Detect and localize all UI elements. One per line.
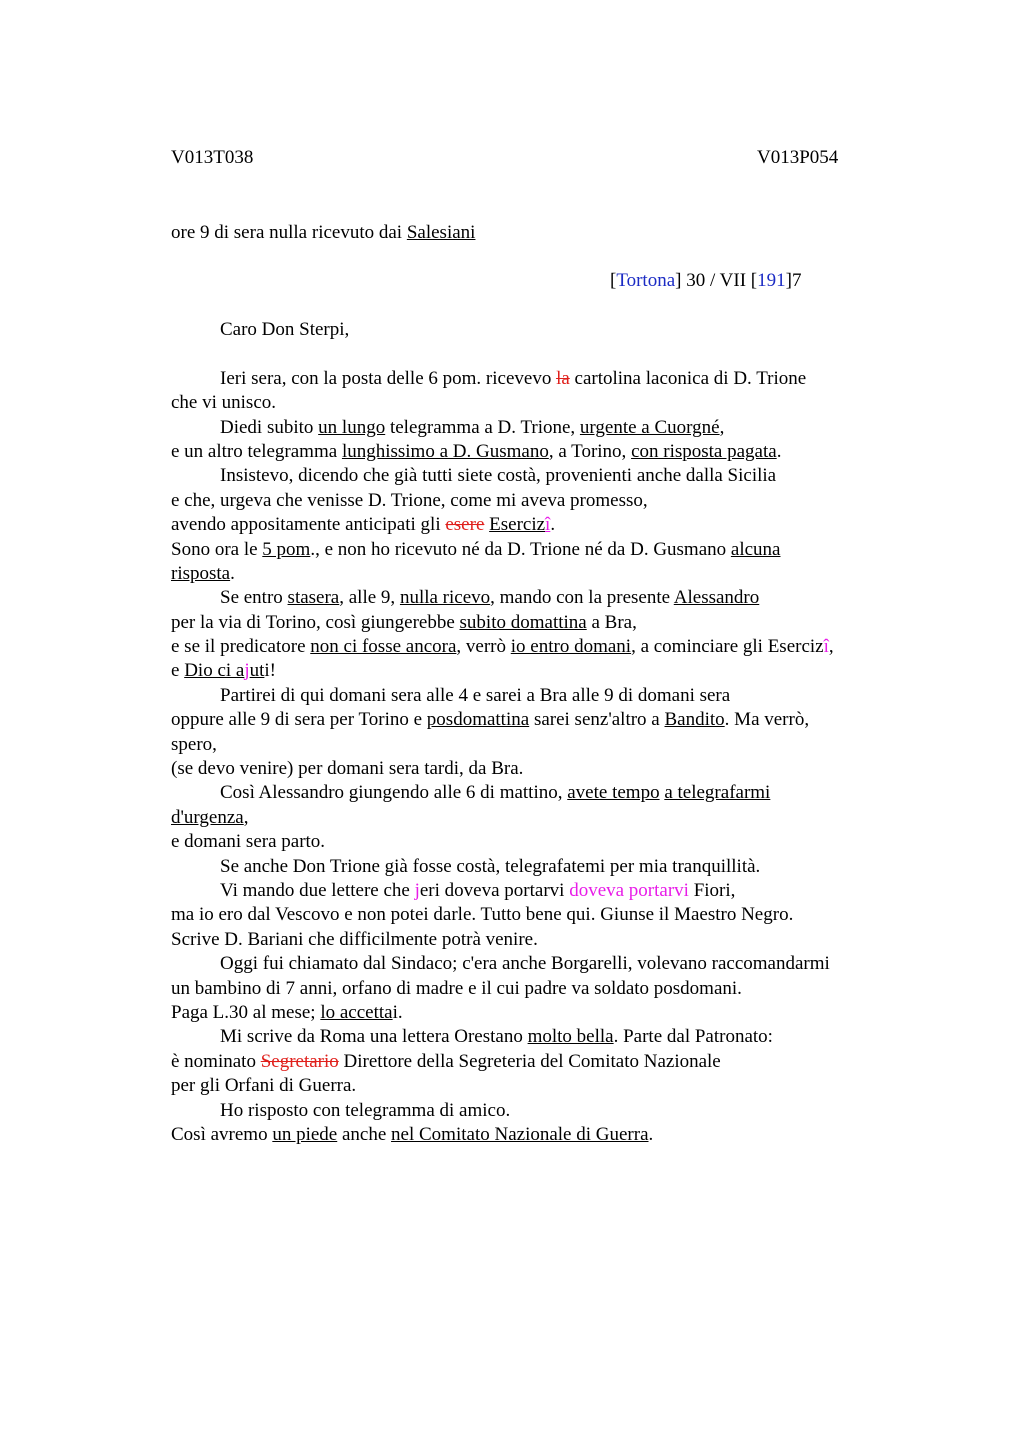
line-text: ma io ero dal Vescovo e non potei darle. Tutto bene qui. Giunse il Maestro Negro. [171,904,794,926]
line-text: telegramma a D. Trione, [385,416,580,438]
letter-line [171,1025,911,1049]
letter-line [171,952,911,976]
line-text: Così Alessandro giungendo alle 6 di mattino, [220,782,568,804]
line-text: Paga L.30 al mese; [171,1001,321,1023]
letter-line [171,757,911,781]
line-text: e [171,660,185,682]
line-text: per gli Orfani di Guerra. [171,1075,357,1097]
line-text: Fiori, [688,879,736,901]
letter-line [171,367,911,391]
underlined-text: un piede [272,1123,338,1145]
inserted-text: doveva portarvi [569,879,689,901]
line-text: e che, urgeva che venisse D. Trione, come mi aveva promesso, [171,489,648,511]
underlined-text: lunghissimo a D. Gusmano [341,440,549,462]
letter-line [171,1123,911,1147]
underlined-text: nel Comitato Nazionale di Guerra [391,1123,649,1145]
deleted-text: Segretario [260,1050,339,1072]
dateline-year-part: 191 [757,270,786,291]
underlined-text: a telegrafarmi [664,782,771,804]
dateline-date: ] 30 / VII [ [675,270,758,291]
spacer [171,342,911,366]
letter-line [171,1001,911,1025]
underlined-text: posdomattina [426,709,530,731]
underlined-text: Dio ci a [184,660,245,682]
letter-line [171,855,911,879]
letter-line [171,489,911,513]
dateline [610,269,801,293]
line-text: anche [337,1123,392,1145]
letter-body [171,318,911,1147]
letter-line [171,684,911,708]
line-text: i. [392,1001,403,1023]
line-text: Se anche Don Trione già fosse costà, telegrafatemi per mia tranquillità. [220,855,761,877]
line-text: un bambino di 7 anni, orfano di madre e il cui padre va soldato posdomani. [171,977,742,999]
letter-line [171,781,911,805]
line-text: . [776,440,782,462]
underlined-text: molto bella [527,1026,614,1048]
letter-line [171,1050,911,1074]
underlined-text: 5 pom [262,538,311,560]
line-text: . Ma verrò, [724,709,810,731]
line-text: ., e non ho ricevuto né da D. Trione né da D. Gusmano [310,538,731,560]
underlined-text: d'urgenza [171,806,244,828]
line-text: Diedi subito [220,416,319,438]
line-text: . [550,514,556,536]
document-code-left: V013T038 [171,147,254,168]
line-text: , [828,636,834,658]
line-text: i! [264,660,277,682]
letter-line [171,659,911,683]
line-text: Direttore della Segreteria del Comitato Nazionale [338,1050,721,1072]
letter-line [171,635,911,659]
line-text: Vi mando due lettere che [220,879,415,901]
letter-line [171,562,911,586]
letter-line [171,440,911,464]
letter-line [171,928,911,952]
line-text: . [230,562,235,584]
line-text: Sono ora le [171,538,263,560]
underlined-text: stasera [287,587,340,609]
letter-line [171,830,911,854]
line-text: oppure alle 9 di sera per Torino e [171,709,427,731]
line-text: Insistevo, dicendo che già tutti siete costà, provenienti anche dalla Sicilia [220,465,777,487]
line-text: . [648,1123,654,1145]
line-text: , alle 9, [339,587,400,609]
inserted-text: î [545,514,551,536]
letter-line [171,806,911,830]
underlined-text: nulla ricevo [399,587,491,609]
line-text: Ieri sera, con la posta delle 6 pom. ricevevo [220,367,557,389]
letter-line [171,416,911,440]
underlined-text: un lungo [318,416,386,438]
margin-note [171,221,475,245]
margin-note-underlined: Salesiani [406,222,476,243]
letter-line [171,708,911,732]
margin-note-text: ore 9 di sera nulla ricevuto dai [171,222,407,243]
underlined-text: non ci fosse ancora [310,636,457,658]
letter-line [171,586,911,610]
inserted-text: î [823,636,829,658]
underlined-text: risposta [171,562,231,584]
underlined-text: avete tempo [567,782,660,804]
line-text: Ho risposto con telegramma di amico. [220,1099,511,1121]
line-text: e se il predicatore [171,636,311,658]
deleted-text: esere [445,514,485,536]
line-text: Se entro [220,587,288,609]
deleted-text: la [556,367,570,389]
underlined-text: urgente a Cuorgné [579,416,720,438]
dateline-place: Tortona [616,270,676,291]
line-text: , a Torino, [548,440,632,462]
line-text: sarei senz'altro a [529,709,665,731]
dateline-open-bracket: [ [610,270,617,291]
letter-line [171,1099,911,1123]
document-code-right: V013P054 [757,147,839,168]
inserted-text: j [244,660,250,682]
underlined-text: lo accetta [320,1001,393,1023]
line-text: , mando con la presente [490,587,674,609]
line-text: che vi unisco. [171,392,277,414]
inserted-text: j [414,879,420,901]
line-text: (se devo venire) per domani sera tardi, da Bra. [171,758,524,780]
underlined-text: subito domattina [459,611,587,633]
line-text: per la via di Torino, così giungerebbe [171,611,460,633]
underlined-text: io entro domani [510,636,632,658]
underlined-text: Alessandro [673,587,760,609]
line-text: Partirei di qui domani sera alle 4 e sarei a Bra alle 9 di domani sera [220,684,731,706]
line-text: , a cominciare gli Eserciz [631,636,824,658]
line-text: Scrive D. Bariani che difficilmente potrà venire. [171,928,538,950]
line-text: a Bra, [586,611,637,633]
letter-line [171,611,911,635]
line-text: è nominato [171,1050,261,1072]
underlined-text: alcuna [730,538,781,560]
letter-line [171,464,911,488]
underlined-text: con risposta pagata [631,440,777,462]
letter-line [171,513,911,537]
line-text: Mi scrive da Roma una lettera Orestano [220,1026,528,1048]
line-text: , [243,806,249,828]
line-text: avendo appositamente anticipati gli [171,514,446,536]
dateline-end: ]7 [785,270,802,291]
line-text: cartolina laconica di D. Trione [569,367,807,389]
underlined-text: Bandito [664,709,725,731]
line-text: e un altro telegramma [171,440,342,462]
letter-line [171,879,911,903]
letter-line [171,538,911,562]
letter-line [171,391,911,415]
letter-line [171,1074,911,1098]
letter-line [171,733,911,757]
underlined-text: Eserciz [489,514,546,536]
greeting: Caro Don Sterpi, [220,319,350,340]
line-text: e domani sera parto. [171,831,326,853]
line-text: , [719,416,725,438]
line-text: Così avremo [171,1123,273,1145]
line-text: . Parte dal Patronato: [613,1026,773,1048]
line-text: Oggi fui chiamato dal Sindaco; c'era anche Borgarelli, volevano raccomandarmi [220,953,830,975]
letter-line [171,977,911,1001]
letter-line [171,903,911,927]
line-text: eri doveva portarvi [419,879,570,901]
line-text: , verrò [456,636,511,658]
underlined-text: ut [249,660,265,682]
line-text: spero, [171,733,217,755]
